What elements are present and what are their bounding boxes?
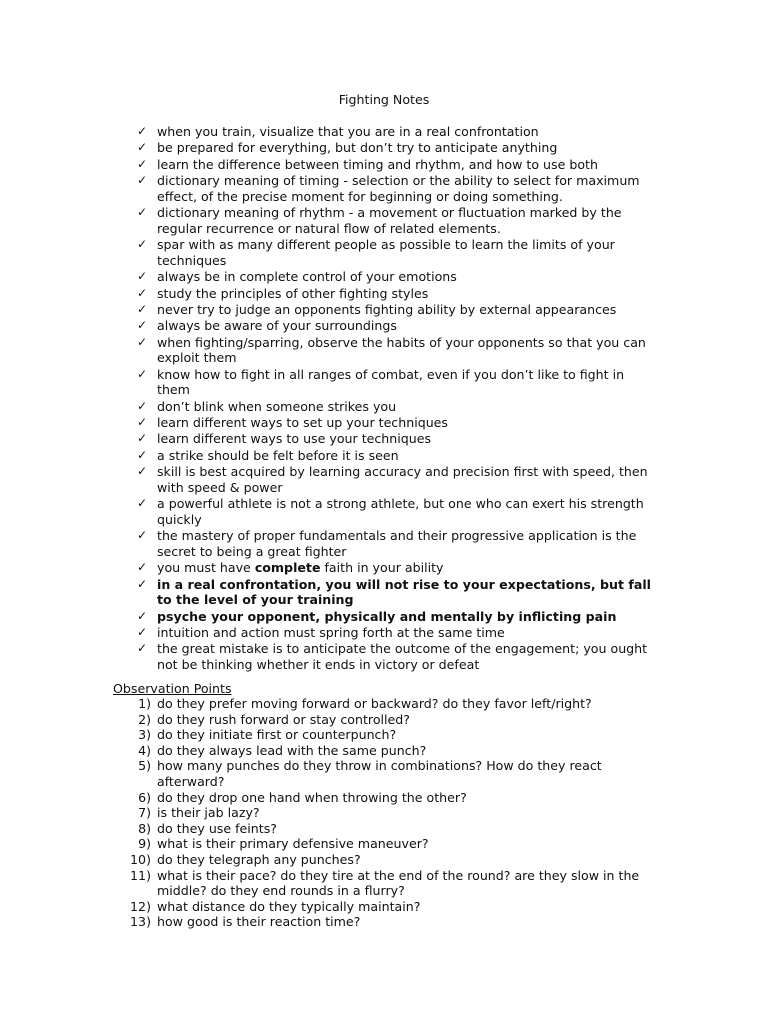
checkmark-icon: ✓ <box>137 496 148 511</box>
checkmark-icon: ✓ <box>137 124 148 138</box>
checklist-item-text: learn different ways to set up your techniques <box>157 415 448 431</box>
checklist-item-text: the mastery of proper fundamentals and their progressive application is the secret to being a great fighter <box>157 528 637 559</box>
observation-point <box>0 821 657 837</box>
observation-point-number: 2) <box>138 711 151 727</box>
checklist-item <box>0 560 657 576</box>
checkmark-icon: ✓ <box>137 560 148 575</box>
observation-point-text: do they prefer moving forward or backward? do they favor left/right? <box>157 696 592 711</box>
checklist-item <box>0 625 657 641</box>
observation-point-text: what distance do they typically maintain? <box>157 898 421 914</box>
observation-point-number: 10) <box>130 851 151 867</box>
checklist-item-text: when fighting/sparring, observe the habits of your opponents so that you can exploit them <box>157 334 646 366</box>
checklist-item <box>0 124 657 140</box>
checkmark-icon: ✓ <box>137 173 148 188</box>
observation-point <box>0 852 657 868</box>
checkmark-icon: ✓ <box>137 398 148 413</box>
checklist-item <box>0 448 657 464</box>
checklist-item <box>0 140 657 156</box>
observation-point-number: 7) <box>138 805 151 821</box>
checkmark-icon: ✓ <box>137 205 148 220</box>
checklist-item <box>0 157 657 173</box>
observation-point <box>0 727 657 743</box>
observation-point <box>0 696 657 712</box>
checkmark-icon: ✓ <box>137 624 148 639</box>
observation-point-text: is their jab lazy? <box>157 805 260 821</box>
checklist-item-emphasis: complete <box>254 560 321 576</box>
checklist-item-text: skill is best acquired by learning accuracy and precision first with speed, then with speed & power <box>157 464 648 495</box>
checklist-item <box>0 496 657 527</box>
observation-point-number: 13) <box>130 914 151 930</box>
observation-point-text: do they drop one hand when throwing the other? <box>157 789 467 805</box>
checkmark-icon: ✓ <box>137 528 148 543</box>
observation-point-number: 6) <box>138 789 151 805</box>
checklist-item <box>0 367 657 398</box>
checkmark-icon: ✓ <box>137 641 148 656</box>
observation-point <box>0 790 657 806</box>
checklist-item <box>0 269 657 285</box>
observation-point-number: 8) <box>138 820 151 836</box>
checkmark-icon: ✓ <box>137 415 148 430</box>
observation-point-number: 12) <box>130 898 151 914</box>
checklist-item-text: a strike should be felt before it is seen <box>157 447 399 463</box>
checklist-item <box>0 237 657 268</box>
observation-point <box>0 805 657 821</box>
checklist-item-text: always be in complete control of your emotions <box>157 269 457 285</box>
checkmark-icon: ✓ <box>137 156 148 171</box>
checklist-item-text: the great mistake is to anticipate the outcome of the engagement; you ought not be thinking whether it ends in victory or defeat <box>157 641 648 672</box>
checklist-item-text: psyche your opponent, physically and mentally by inflicting pain <box>157 608 617 624</box>
checkmark-icon: ✓ <box>137 237 148 252</box>
checkmark-icon: ✓ <box>137 576 148 591</box>
checklist-item-text: don’t blink when someone strikes you <box>157 398 397 414</box>
checklist-item-text: spar with as many different people as possible to learn the limits of your techniques <box>157 237 615 268</box>
observation-point <box>0 914 657 930</box>
checklist-item <box>0 464 657 495</box>
observation-point <box>0 743 657 759</box>
fighting-notes-checklist <box>0 124 768 673</box>
observation-point-number: 11) <box>130 867 151 883</box>
observation-point <box>0 899 657 915</box>
checkmark-icon: ✓ <box>137 318 148 333</box>
checklist-item-text: study the principles of other fighting styles <box>157 285 429 301</box>
observation-point-number: 4) <box>138 742 151 758</box>
checklist-item <box>0 609 657 625</box>
checkmark-icon: ✓ <box>137 464 148 479</box>
checklist-item <box>0 641 657 672</box>
checkmark-icon: ✓ <box>137 366 148 381</box>
checklist-item <box>0 577 657 608</box>
observation-point-text: do they rush forward or stay controlled? <box>157 711 410 727</box>
checklist-item <box>0 205 657 236</box>
checklist-item-text: in a real confrontation, you will not rise to your expectations, but fall to the level of your training <box>157 576 651 608</box>
checkmark-icon: ✓ <box>137 301 148 316</box>
observation-point <box>0 758 657 789</box>
observation-point-number: 9) <box>138 836 151 852</box>
observation-point-text: what is their pace? do they tire at the end of the round? are they slow in the middle? do they end rounds in a flurry? <box>157 867 640 899</box>
checklist-item-text: always be aware of your surroundings <box>157 318 397 334</box>
checklist-item-text: dictionary meaning of timing - selection or the ability to select for maximum effect, of the precise moment for beginning or doing something. <box>157 173 640 204</box>
observation-point <box>0 836 657 852</box>
checklist-item-text: a powerful athlete is not a strong athlete, but one who can exert his strength quickly <box>157 496 644 527</box>
checkmark-icon: ✓ <box>137 334 148 349</box>
page-title: Fighting Notes <box>338 92 430 107</box>
checklist-item-text: learn different ways to use your techniques <box>157 431 432 447</box>
checklist-item <box>0 415 657 431</box>
observation-points-list <box>0 696 768 930</box>
checklist-item-text: when you train, visualize that you are in a real confrontation <box>157 124 539 139</box>
observation-point-text: do they initiate first or counterpunch? <box>157 727 397 743</box>
checklist-item-text: faith in your ability <box>320 560 444 576</box>
checklist-item-text: learn the difference between timing and rhythm, and how to use both <box>157 156 598 172</box>
checkmark-icon: ✓ <box>137 447 148 462</box>
observation-point <box>0 712 657 728</box>
checklist-item <box>0 302 657 318</box>
observation-point-number: 1) <box>138 696 151 711</box>
checklist-item-text: dictionary meaning of rhythm - a movement or fluctuation marked by the regular recurrence or natural flow of related elements. <box>157 205 622 236</box>
observation-point-text: do they telegraph any punches? <box>157 851 361 867</box>
checklist-item <box>0 431 657 447</box>
checklist-item <box>0 528 657 559</box>
checkmark-icon: ✓ <box>137 431 148 446</box>
checklist-item <box>0 399 657 415</box>
observation-point-text: do they use feints? <box>157 820 277 836</box>
observation-point-text: how many punches do they throw in combinations? How do they react afterward? <box>157 758 602 789</box>
checkmark-icon: ✓ <box>137 269 148 284</box>
checklist-item-text: be prepared for everything, but don’t try to anticipate anything <box>157 140 558 156</box>
checkmark-icon: ✓ <box>137 140 148 155</box>
checklist-item <box>0 318 657 334</box>
observation-point-text: how good is their reaction time? <box>157 914 361 930</box>
observation-point-number: 5) <box>138 758 151 774</box>
checklist-item-text: never try to judge an opponents fighting ability by external appearances <box>157 301 617 317</box>
observation-point-number: 3) <box>138 727 151 743</box>
checklist-item-text: intuition and action must spring forth at the same time <box>157 624 505 640</box>
observation-point-text: what is their primary defensive maneuver? <box>157 836 429 852</box>
checklist-item-text: know how to fight in all ranges of combat, even if you don’t like to fight in them <box>157 366 625 398</box>
checklist-item <box>0 173 657 204</box>
checklist-item <box>0 335 657 366</box>
checklist-item-text: you must have <box>157 560 255 576</box>
checklist-item <box>0 286 657 302</box>
observation-point <box>0 868 657 899</box>
checkmark-icon: ✓ <box>137 608 148 623</box>
observation-points-heading: Observation Points <box>113 681 232 696</box>
checkmark-icon: ✓ <box>137 285 148 300</box>
observation-point-text: do they always lead with the same punch? <box>157 742 427 758</box>
